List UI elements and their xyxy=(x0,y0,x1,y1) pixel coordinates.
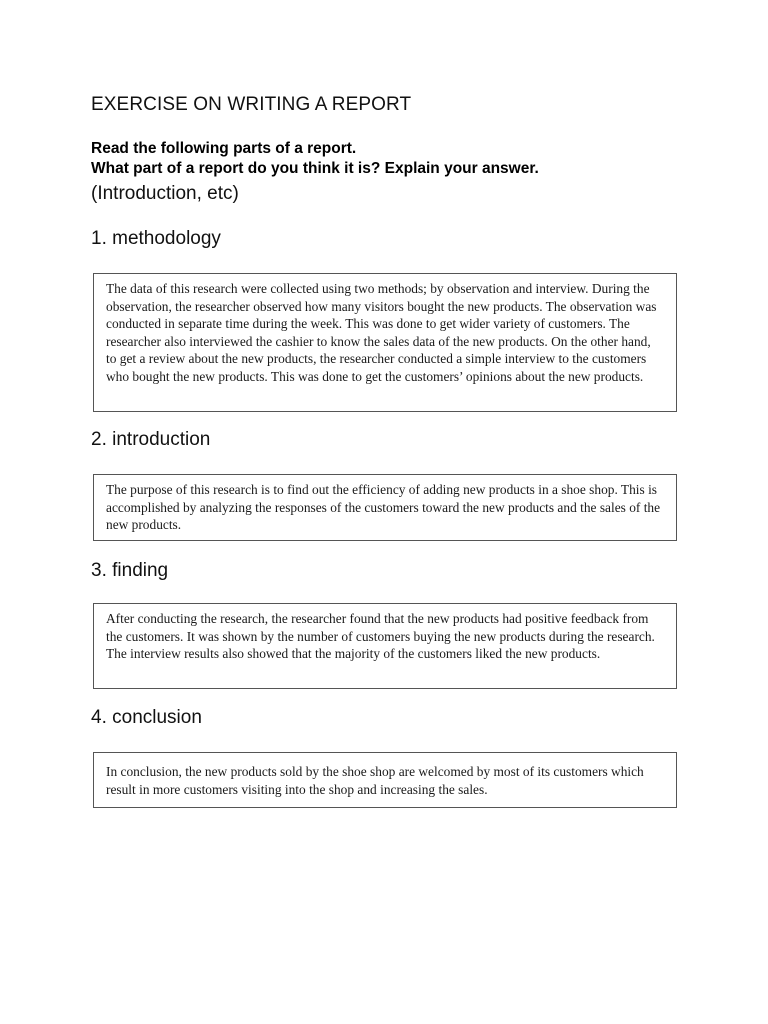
excerpt-box-2: The purpose of this research is to find out the efficiency of adding new products in a shoe shop. This is accomplished by analyzing the responses of the customers toward the new products and the sales of the new products. xyxy=(93,474,677,541)
answer-1: 1. methodology xyxy=(91,228,221,249)
excerpt-box-4: In conclusion, the new products sold by the shoe shop are welcomed by most of its customers which result in more customers visiting into the shop and increasing the sales. xyxy=(93,752,677,808)
answer-2: 2. introduction xyxy=(91,429,211,450)
instruction-line-1: Read the following parts of a report. xyxy=(91,140,357,157)
answer-3: 3. finding xyxy=(91,560,169,581)
excerpt-box-1: The data of this research were collected using two methods; by observation and interview. During the observation, the researcher observed how many visitors bought the new products. The observation was conducted in separate time during the week. This was done to get wider variety of customers. The researcher also interviewed the cashier to know the sales data of the new products. On the other hand, to get a review about the new products, the researcher conducted a simple interview to the customers who bought the new products. This was done to get the customers’ opinions about the new products. xyxy=(93,273,677,412)
excerpt-box-3: After conducting the research, the researcher found that the new products had positive feedback from the customers. It was shown by the number of customers buying the new products during the research. The interview results also showed that the majority of the customers liked the new products. xyxy=(93,603,677,689)
page-title: EXERCISE ON WRITING A REPORT xyxy=(91,94,412,115)
instruction-line-2: What part of a report do you think it is? Explain your answer. xyxy=(91,160,539,177)
answer-4: 4. conclusion xyxy=(91,707,202,728)
instruction-hint: (Introduction, etc) xyxy=(91,183,239,204)
